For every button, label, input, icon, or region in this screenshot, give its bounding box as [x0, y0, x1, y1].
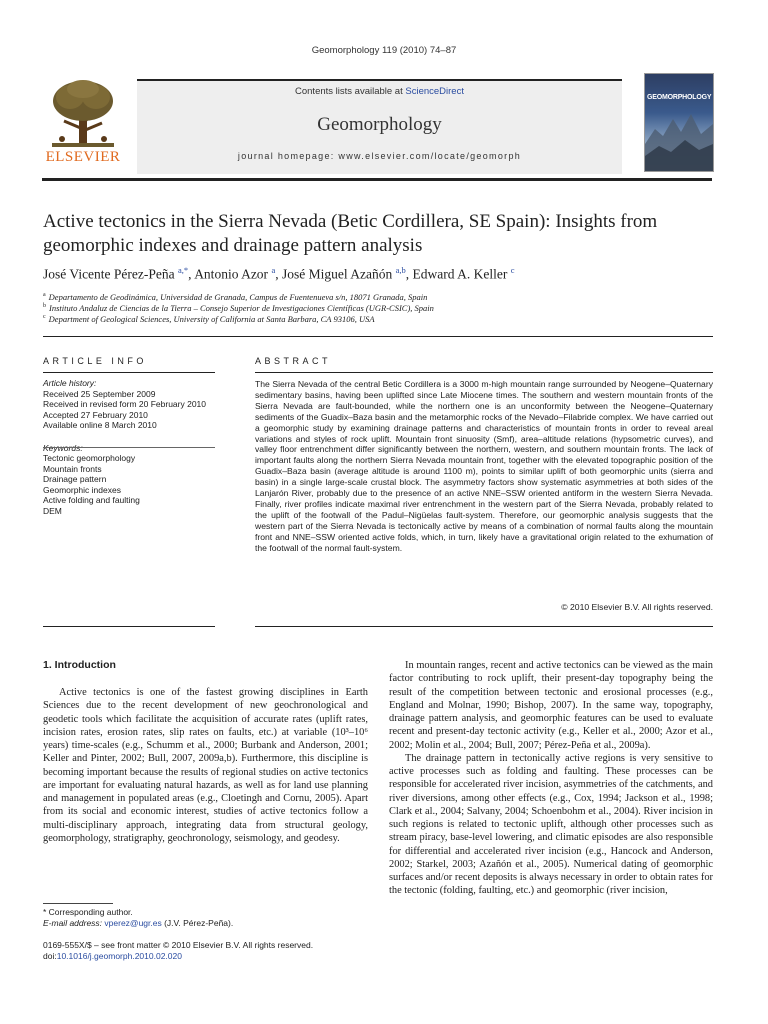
doi-line [43, 951, 313, 962]
history-item: Received 25 September 2009 [43, 388, 156, 399]
history-item: Available online 8 March 2010 [43, 420, 157, 430]
body-column-left [43, 686, 368, 845]
keyword: DEM [43, 505, 62, 516]
journal-cover-image [644, 73, 714, 172]
affiliation [43, 292, 427, 302]
journal-header-box [137, 79, 622, 174]
keyword: Tectonic geomorphology [43, 453, 136, 463]
history-item: Received in revised form 20 February 2010 [43, 399, 206, 409]
keyword: Mountain fronts [43, 463, 102, 474]
history-item: Accepted 27 February 2010 [43, 409, 148, 420]
affiliation-key: b [43, 303, 46, 310]
author-affiliation-mark[interactable]: a,* [178, 265, 189, 275]
bottom-rule-right [255, 626, 713, 627]
section-heading-introduction: 1. Introduction [43, 659, 116, 671]
publication-info [43, 940, 313, 962]
journal-homepage [137, 151, 622, 161]
affiliation-key: a [43, 292, 46, 299]
author-affiliation-mark[interactable]: c [510, 265, 515, 275]
publisher-name: ELSEVIER [45, 149, 121, 165]
contents-prefix: Contents lists available at [295, 86, 406, 97]
paragraph: Active tectonics is one of the fastest growing disciplines in Earth Sciences due to the recent development of new geochronological and geodetic tools which facilitate the acquisition of accurate rates (uplift rates, incision rates, erosion rates, slip rates on faults, etc.) at variable (10³–10⁶ years) time-scales (e.g., Schumm et al., 2000; Burbank and Anderson, 2001; Keller and Pinter, 2002; Bull, 2007, 2009a,b). Furthermore, this discipline is becoming important because the results of regional studies on active tectonics are important for evaluating natural hazards, as well as for land use planning and management in populated areas (e.g., Cloetingh and Cornu, 2005). Apart from its social and economic interest, studies of active tectonics follow a multi-disciplinary approach, integrating data from structural geology, geomorphology, stratigraphy, geochronology, seismology, and geodesy. [43, 687, 368, 844]
paragraph: In mountain ranges, recent and active tectonics can be viewed as the main factor contributing to rock uplift, their present-day topography being the result of the competition between tectonic and erosional processes (e.g., England and Molnar, 1990; Bishop, 2007). In the same way, topography, drainage pattern analysis, and geomorphic features can be used to evaluate recent and present-day tectonic activity (e.g., Keller et al., 2000; Azor et al., 2002; Molin et al., 2004; Bull, 2007; Pérez-Peña et al., 2009a). [389, 660, 713, 751]
author-affiliation-mark[interactable]: a,b [395, 265, 406, 275]
header-rule [42, 178, 712, 181]
paragraph: The drainage pattern in tectonically active regions is very sensitive to active processes such as folding and faulting. These processes can be responsible for accelerated river incision, asymmetries of the catchments, and river diversions, among other effects (e.g., Cox, 1994; Jackson et al., 1998; Clark et al., 2004; Salvany, 2004; Schoenbohm et al., 2004). River incision in such regions is related to tectonic uplift, although other processes such as stream piracy, base-level lowering, and climatic episodes are also responsible for differential and accelerated river incision (e.g., Hancock and Anderson, 2002; Starkel, 2003; Azañón et al., 2005). Numerical dating of geomorphic surfaces and/or recent deposits is always necessary in order to obtain rates for the tectonic (folding, faulting, etc.) and geomorphic (river incision, [389, 752, 713, 897]
abstract-text: The Sierra Nevada of the central Betic Cordillera is a 3000 m-high mountain range surrounded by Neogene–Quaternary sedimentary basins, having been uplifted since Late Miocene times. The southern and western mountain fronts of the Sierra Nevada are fault-bounded, while the northern one is an unconformity between the Neogene–Quaternary sediments of the Guadix–Baza basin and the metamorphic rocks of the Nevado–Filabride complex. We have carried out a geomorphic study by examining drainage patterns and characteristics of mountain fronts in order to reveal areal variations and styles of rock uplift. Mountain front sinuosity (Smf), area–altitude relations (hypsometric curves), and valley floor entrenchment differ significantly between the northern, western, and southern mountain fronts. The lack of important faults along the northern Sierra Nevada mountain front, together with the elevated topographic position of the Guadix–Baza basin (average altitude is around 1100 m), points to similar uplift of both geomorphic units (sierra and basin) in a single large-scale crustal block. The asymmetry factors show systematic asymmetries at both sides of the Lanjarón River, probably due to the presence of an active NNE–SSW oriented antiform in the western Sierra Nevada. Finally, river profiles indicate maximal river entrenchment in the western part of the Sierra Nevada, probably related to the uplift of the footwall of the Padul–Nigüelas fault-system. Therefore, our geomorphic analysis suggests that the western part of the Sierra Nevada is tectonically active by means of a combination of normal faults along the mountain front and NNE–SSW oriented active folds, which, in turn, likely have a gravitational origin related to the exhumation of the footwall of the normal fault-system. [255, 379, 713, 553]
email-label: E-mail address: [43, 918, 105, 928]
section-rule [43, 336, 713, 337]
doi-prefix: doi: [43, 951, 57, 961]
corresponding-author-note: * Corresponding author. [43, 907, 133, 917]
keyword: Geomorphic indexes [43, 484, 121, 495]
keyword: Active folding and faulting [43, 495, 140, 505]
sciencedirect-link[interactable]: ScienceDirect [405, 86, 464, 97]
author-affiliation-mark[interactable]: a [271, 265, 276, 275]
history-label: Article history: [43, 378, 97, 388]
affiliation-key: c [43, 314, 46, 321]
abstract-heading: ABSTRACT [255, 356, 332, 366]
affiliation [43, 314, 375, 324]
email-link[interactable]: vperez@ugr.es [104, 918, 162, 928]
affiliation [43, 303, 434, 313]
doi-link[interactable]: 10.1016/j.geomorph.2010.02.020 [56, 951, 182, 961]
cover-title: GEOMORPHOLOGY [647, 94, 712, 101]
bottom-rule-left [43, 626, 215, 627]
article-info-rule [43, 372, 215, 373]
journal-title: Geomorphology [317, 114, 442, 135]
contents-line [137, 86, 622, 97]
journal-masthead [42, 73, 712, 170]
keyword: Drainage pattern [43, 474, 107, 484]
footnote-rule [43, 903, 113, 904]
article-title: Active tectonics in the Sierra Nevada (Betic Cordillera, SE Spain): Insights from geomorphic indexes and drainage pattern analysis [43, 211, 658, 256]
homepage-link[interactable]: www.elsevier.com/locate/geomorph [338, 151, 522, 161]
author-name: Antonio Azor [194, 266, 269, 282]
email-line [43, 918, 233, 929]
affiliation-text: Department of Geological Sciences, University of California at Santa Barbara, CA 93106, USA [48, 314, 375, 324]
article-info-heading: ARTICLE INFO [43, 356, 147, 366]
body-column-right [389, 659, 713, 898]
journal-reference: Geomorphology 119 (2010) 74–87 [311, 45, 457, 56]
abstract-rule [255, 372, 713, 373]
copyright-notice: © 2010 Elsevier B.V. All rights reserved. [561, 602, 713, 612]
keywords-rule [43, 447, 215, 448]
footnotes [43, 907, 233, 929]
affiliation-text: Departamento de Geodinámica, Universidad de Granada, Campus de Fuentenueva s/n, 18071 Granada, Spain [48, 292, 428, 302]
affiliation-text: Instituto Andaluz de Ciencias de la Tierra – Consejo Superior de Investigaciones Científicas (UGR-CSIC), Spain [49, 303, 434, 313]
issn-line: 0169-555X/$ – see front matter © 2010 Elsevier B.V. All rights reserved. [43, 940, 314, 950]
author-list: José Vicente Pérez-Peña $^{a,*}$, Antonio Azor $^a$, José Miguel Azañón $^{a,b}$, Edward A. Keller $^c$ [43, 265, 515, 282]
author-name: José Miguel Azañón [281, 266, 393, 282]
author-name: Edward A. Keller [412, 266, 508, 282]
author-name: José Vicente Pérez-Peña [43, 266, 175, 282]
homepage-prefix: journal homepage: [237, 151, 339, 161]
email-suffix: (J.V. Pérez-Peña). [161, 918, 234, 928]
